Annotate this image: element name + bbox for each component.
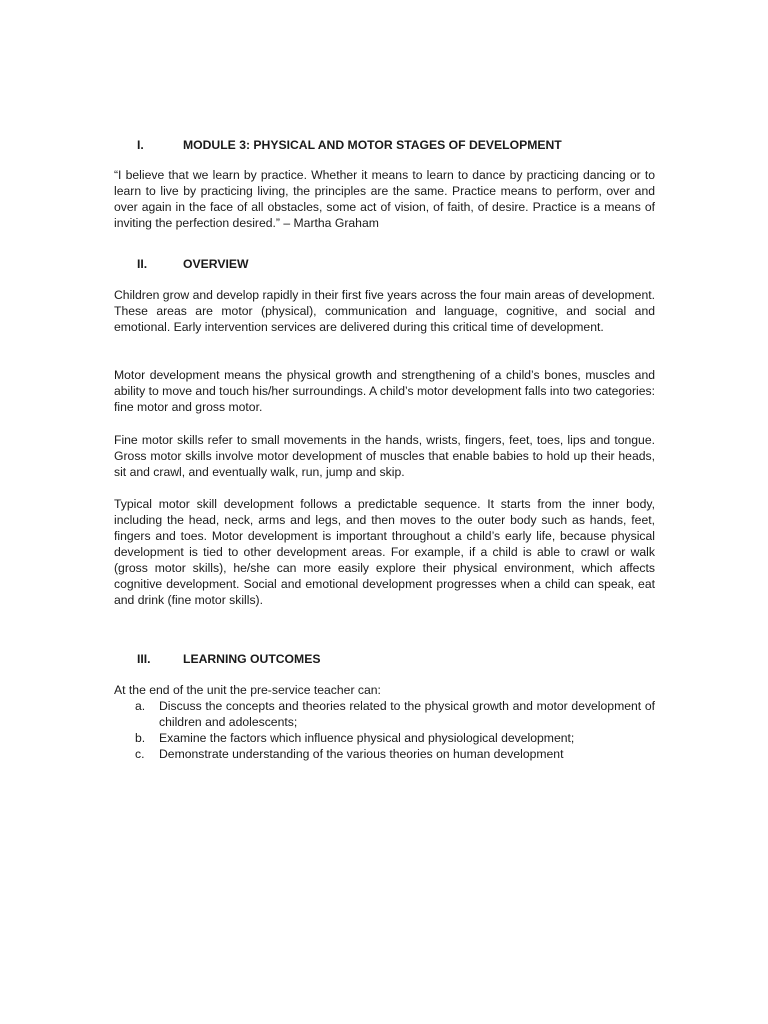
list-item-letter: c. [135,747,145,761]
overview-paragraph-2: Motor development means the physical growth and strengthening of a child’s bones, muscles and ability to move and touch his/her surroundings. A child’s motor development falls into two categories: fine motor and gross motor. [114,368,655,414]
section-number: II. [137,257,148,271]
list-item-text: Examine the factors which influence physical and physiological development; [159,731,575,745]
section-number: I. [137,138,144,152]
section-number: III. [137,652,151,666]
section-title: MODULE 3: PHYSICAL AND MOTOR STAGES OF DEVELOPMENT [183,138,562,152]
overview-paragraph-4: Typical motor skill development follows a predictable sequence. It starts from the inner body, including the head, neck, arms and legs, and then moves to the outer body such as hands, feet, fingers and toes. Motor development is important throughout a child’s early life, because physical development is tied to other development areas. For example, if a child is able to crawl or walk (gross motor skills), he/she can more easily explore their physical environment, which affects cognitive development. Social and emotional development progresses when a child can speak, eat and drink (fine motor skills). [114,497,655,607]
overview-paragraph-3: Fine motor skills refer to small movements in the hands, wrists, fingers, feet, toes, lips and tongue. Gross motor skills involve motor development of muscles that enable babies to hold up their heads, sit and crawl, and eventually walk, run, jump and skip. [114,433,655,479]
list-item-text: Discuss the concepts and theories related to the physical growth and motor development of children and adolescents; [159,699,655,729]
list-item [114,698,655,730]
list-item-letter: a. [135,699,146,713]
list-item [114,730,655,746]
outcomes-list [114,698,655,762]
outcomes-intro: At the end of the unit the pre-service teacher can: [114,683,381,697]
epigraph-quote: “I believe that we learn by practice. Whether it means to learn to dance by practicing dancing or to learn to live by practicing living, the principles are the same. Practice means to perform, over and over again in the face of all obstacles, some act of vision, of faith, of desire. Practice is a means of inviting the perfection desired.” – Martha Graham [114,168,655,230]
section-heading-overview [137,256,248,272]
section-title: OVERVIEW [183,257,249,271]
list-item-text: Demonstrate understanding of the various theories on human development [159,747,564,761]
section-heading-module [137,137,562,153]
overview-paragraph-1: Children grow and develop rapidly in their first five years across the four main areas of development. These areas are motor (physical), communication and language, cognitive, and social and emotional. Early intervention services are delivered during this critical time of development. [114,288,655,334]
section-title: LEARNING OUTCOMES [183,652,321,666]
section-heading-outcomes [137,651,320,667]
list-item-letter: b. [135,731,146,745]
list-item [114,746,655,762]
